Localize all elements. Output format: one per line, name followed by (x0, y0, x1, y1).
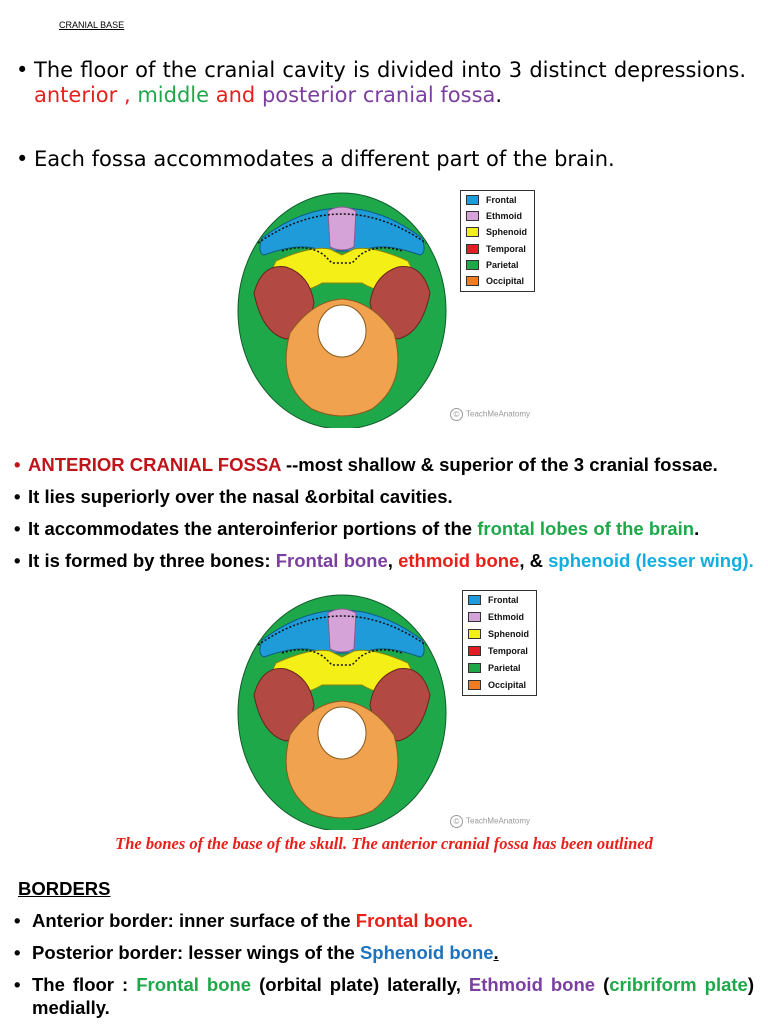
bone-legend (462, 590, 537, 696)
ethmoid-bone-term: ethmoid bone (398, 550, 520, 571)
bullet: • (14, 910, 21, 931)
posterior-border-text: Posterior border: lesser wings of the (32, 942, 360, 963)
legend-label: Frontal (486, 195, 517, 205)
legend-label: Ethmoid (486, 211, 522, 221)
ethmoid-bone-term: Ethmoid bone (468, 974, 596, 995)
bullet-anterior-border (14, 909, 754, 932)
floor-text: The floor : (32, 974, 137, 995)
bone-legend (460, 190, 535, 292)
copyright-icon: © (450, 408, 463, 421)
legend-label: Parietal (486, 260, 519, 270)
bullet: • (14, 454, 21, 475)
cribriform-plate-term: cribriform plate (609, 974, 748, 995)
floor-text: ( (595, 974, 610, 995)
period: . (694, 518, 700, 539)
posterior-term: posterior cranial fossa (261, 83, 496, 107)
legend-label: Sphenoid (486, 227, 527, 237)
intro-paragraph-1 (16, 58, 746, 108)
intro-text-2: Each fossa accommodates a different part of the brain. (34, 147, 615, 171)
watermark: © TeachMeAnatomy (450, 815, 530, 828)
skull-base-figure-1 (232, 183, 552, 428)
bullet: • (16, 58, 29, 82)
legend-label: Temporal (488, 646, 528, 656)
accommodates-text: It accommodates the anteroinferior portions of the (28, 518, 478, 539)
borders-title-text: BORDERS (18, 878, 111, 899)
legend-label: Parietal (488, 663, 521, 673)
bullet: • (14, 486, 21, 507)
bullet-floor (14, 973, 754, 1019)
frontal-bone-term: Frontal bone (275, 550, 388, 571)
legend-label: Frontal (488, 595, 519, 605)
anterior-fossa-title: ANTERIOR CRANIAL FOSSA (28, 454, 281, 475)
frontal-bone-term: Frontal bone (136, 974, 252, 995)
bullet-posterior-border (14, 941, 754, 964)
legend-label: Occipital (488, 680, 527, 690)
middle-term: middle (137, 83, 210, 107)
bullet-accommodates (14, 517, 754, 540)
and-term: and (215, 83, 256, 107)
bullet: • (14, 550, 21, 571)
formed-by-text: It is formed by three bones: (28, 550, 276, 571)
bullet-lies-over (14, 485, 754, 508)
legend-label: Occipital (486, 276, 525, 286)
figure-caption: The bones of the base of the skull. The anterior cranial fossa has been outlined (115, 834, 653, 853)
sphenoid-term: sphenoid (lesser wing). (548, 550, 754, 571)
bullet: • (14, 942, 21, 963)
intro-text: The floor of the cranial cavity is divided into 3 distinct depressions. (34, 58, 746, 82)
lies-over-text: It lies superiorly over the nasal &orbital cavities. (28, 486, 453, 507)
bullet: • (14, 974, 21, 995)
skull-base-illustration (232, 183, 452, 428)
borders-title (18, 878, 111, 900)
skull-base-illustration (232, 585, 452, 830)
period: . (493, 942, 499, 963)
intro-paragraph-2 (16, 147, 746, 172)
bullet: • (14, 518, 21, 539)
bullet-formed-by (14, 549, 754, 572)
ampersand: , & (519, 550, 549, 571)
watermark: © TeachMeAnatomy (450, 408, 530, 421)
anterior-fossa-desc: --most shallow & superior of the 3 cranial fossae. (280, 454, 718, 475)
period: . (495, 83, 503, 107)
anterior-border-text: Anterior border: inner surface of the (32, 910, 356, 931)
legend-label: Ethmoid (488, 612, 524, 622)
floor-text: ) medially. (32, 974, 754, 1018)
frontal-lobes-term: frontal lobes of the brain (477, 518, 695, 539)
anterior-term: anterior , (34, 83, 131, 107)
bullet-anterior-fossa (14, 453, 754, 476)
legend-label: Sphenoid (488, 629, 529, 639)
frontal-bone-term: Frontal bone. (355, 910, 473, 931)
skull-base-figure-2 (232, 585, 552, 830)
page-heading: CRANIAL BASE (59, 20, 125, 30)
sphenoid-bone-term: Sphenoid bone (359, 942, 494, 963)
floor-text: (orbital plate) laterally, (251, 974, 469, 995)
comma: , (387, 550, 399, 571)
copyright-icon: © (450, 815, 463, 828)
legend-label: Temporal (486, 244, 526, 254)
bullet: • (16, 147, 29, 171)
